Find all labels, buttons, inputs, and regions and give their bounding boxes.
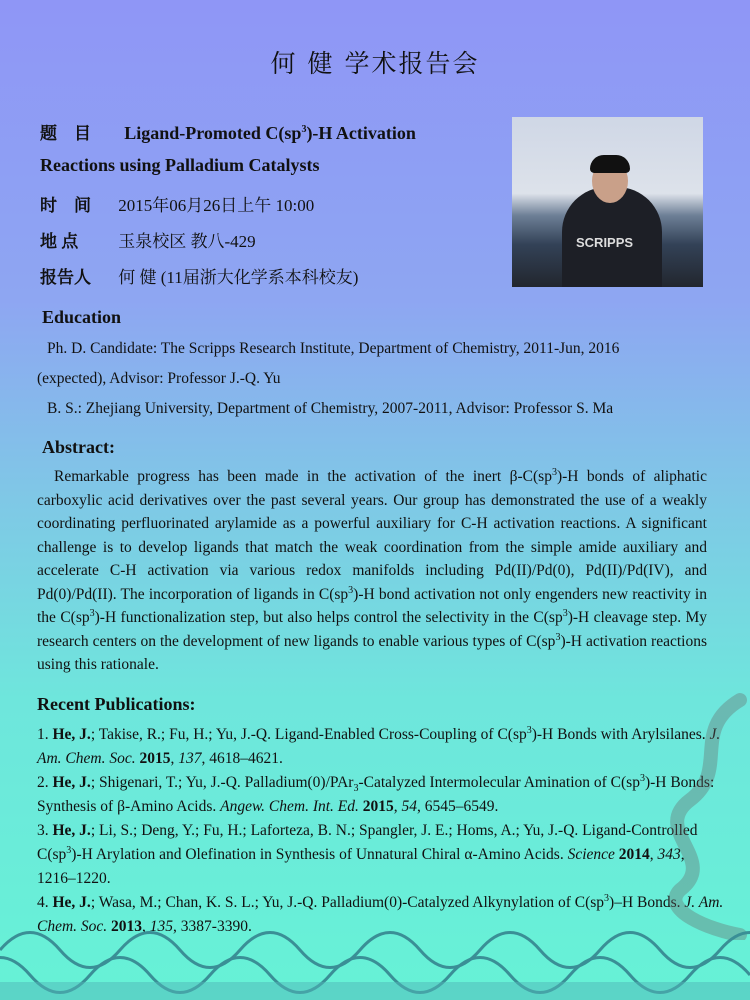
text-segment: 54: [401, 798, 418, 815]
text-segment: 2.: [37, 774, 53, 791]
text-segment: 3: [353, 783, 359, 795]
abstract-body: [37, 465, 707, 677]
text-segment: )-H Bonds with Arylsilanes.: [531, 726, 710, 743]
text-segment: )-H cleavage step. My research centers on the development of new ligands to enable various types of C(sp: [37, 609, 707, 650]
place-value: 玉泉校区 教八-429: [118, 232, 256, 251]
text-segment: )-H Arylation and Olefination in Synthesis of Unnatural Chiral α-Amino Acids.: [71, 846, 568, 863]
shirt-logo: SCRIPPS: [576, 235, 634, 250]
text-segment: 3: [66, 844, 72, 856]
text-segment: 3: [348, 584, 354, 596]
publication-item: [37, 819, 727, 891]
text-segment: He, J.: [52, 774, 91, 791]
page-title: 何 健 学术报告会: [270, 49, 480, 78]
text-segment: 3: [89, 607, 95, 619]
publications-list: [37, 723, 727, 939]
text-segment: )–H Bonds.: [609, 894, 685, 911]
speaker-value: 何 健 (11届浙大化学系本科校友): [118, 268, 359, 287]
time-label: 时 间: [40, 196, 91, 215]
text-segment: )-H functionalization step, but also helps control the selectivity in the C(sp: [94, 609, 563, 626]
dragon-decoration: [630, 690, 750, 940]
text-segment: 135: [149, 918, 174, 935]
publications-heading: Recent Publications:: [37, 694, 196, 714]
text-segment: , 6545–6549.: [417, 798, 499, 815]
speaker-row: [40, 263, 358, 288]
text-segment: Angew. Chem. Int. Ed.: [220, 798, 359, 815]
text-segment: 1.: [37, 726, 53, 743]
text-segment: -Catalyzed Intermolecular Amination of C(sp: [358, 774, 640, 791]
text-segment: , 4618–4621.: [201, 750, 283, 767]
abstract-heading: Abstract:: [42, 437, 115, 457]
time-value: 2015年06月26日上午 10:00: [118, 196, 315, 215]
topic-title-line2: Reactions using Palladium Catalysts: [40, 155, 320, 175]
text-segment: ; Shigenari, T.; Yu, J.-Q. Palladium(0)/PAr: [90, 774, 354, 791]
publication-item: [37, 723, 727, 771]
text-segment: ; Li, S.; Deng, Y.; Fu, H.; Laforteza, B. N.; Spangler, J. E.; Homs, A.; Yu, J.-Q. Ligand-Controlled C(sp: [37, 822, 698, 863]
text-segment: , 3387-3390.: [173, 918, 252, 935]
text-segment: ,: [393, 798, 402, 815]
text-segment: , 1216–1220.: [37, 846, 685, 887]
text-segment: 3.: [37, 822, 53, 839]
text-segment: He, J.: [52, 894, 91, 911]
time-row: [40, 191, 314, 216]
text-segment: Remarkable progress has been made in the activation of the inert β-C(sp: [54, 468, 552, 485]
place-row: [40, 227, 256, 252]
text-segment: 2014: [618, 846, 650, 863]
person-hair: [590, 155, 630, 173]
text-segment: ; Takise, R.; Fu, H.; Yu, J.-Q. Ligand-Enabled Cross-Coupling of C(sp: [90, 726, 527, 743]
speaker-photo: [512, 117, 703, 287]
text-segment: ; Wasa, M.; Chan, K. S. L.; Yu, J.-Q. Palladium(0)-Catalyzed Alkynylation of C(sp: [90, 894, 605, 911]
publication-item: [37, 771, 727, 819]
text-segment: 137: [178, 750, 202, 767]
text-segment: He, J.: [52, 822, 91, 839]
place-label: 地 点: [40, 232, 79, 251]
education-heading: Education: [42, 307, 122, 327]
text-segment: 3: [551, 466, 557, 478]
text-segment: 3: [526, 724, 532, 736]
text-segment: )-H Activation: [306, 123, 416, 143]
text-segment: J. Am. Chem. Soc.: [37, 894, 724, 935]
text-segment: 2015: [139, 750, 171, 767]
text-segment: )-H bond activation not only engenders new reactivity in the C(sp: [37, 585, 707, 626]
topic-row: [40, 119, 416, 144]
education-line: B. S.: Zhejiang University, Department of Chemistry, 2007-2011, Advisor: Professor S. Ma: [47, 400, 614, 417]
wave-decoration: [0, 910, 750, 1000]
text-segment: 4.: [37, 894, 53, 911]
text-segment: )-H activation reactions using this rationale.: [37, 632, 707, 673]
text-segment: )-H bonds of aliphatic carboxylic acid derivatives over the past several years. Our group has demonstrated the use of a weakly coordinating perfluorinated arylamide as a powerful auxiliary for C-H activation reactions. A significant challenge is to develop ligands that match the weak coordination from the simple amide auxiliary and accelerate C-H activation via various redox manifolds including Pd(II)/Pd(0), Pd(II)/Pd(IV), and Pd(0)/Pd(II). The incorporation of ligands in C(sp: [37, 468, 707, 603]
text-segment: ,: [649, 846, 658, 863]
text-segment: ,: [170, 750, 179, 767]
text-segment: 3: [555, 631, 561, 643]
speaker-label: 报告人: [40, 268, 91, 287]
text-segment: )-H Bonds: Synthesis of β-Amino Acids.: [37, 774, 715, 815]
topic-title: [124, 123, 416, 143]
text-segment: 3: [562, 607, 568, 619]
text-segment: He, J.: [52, 726, 91, 743]
text-segment: 3: [301, 124, 307, 135]
text-segment: ,: [142, 918, 150, 935]
text-segment: 3: [604, 892, 610, 904]
text-segment: 3: [639, 772, 645, 784]
text-segment: 2013: [111, 918, 143, 935]
education-line: (expected), Advisor: Professor J.-Q. Yu: [37, 370, 281, 387]
text-segment: 343: [657, 846, 681, 863]
text-segment: Science: [567, 846, 615, 863]
text-segment: Ligand-Promoted C(sp: [124, 123, 302, 143]
text-segment: 2015: [362, 798, 394, 815]
topic-label: 题 目: [40, 124, 91, 143]
text-segment: J. Am. Chem. Soc.: [37, 726, 721, 767]
education-line: Ph. D. Candidate: The Scripps Research Institute, Department of Chemistry, 2011-Jun, 2016: [47, 340, 620, 357]
